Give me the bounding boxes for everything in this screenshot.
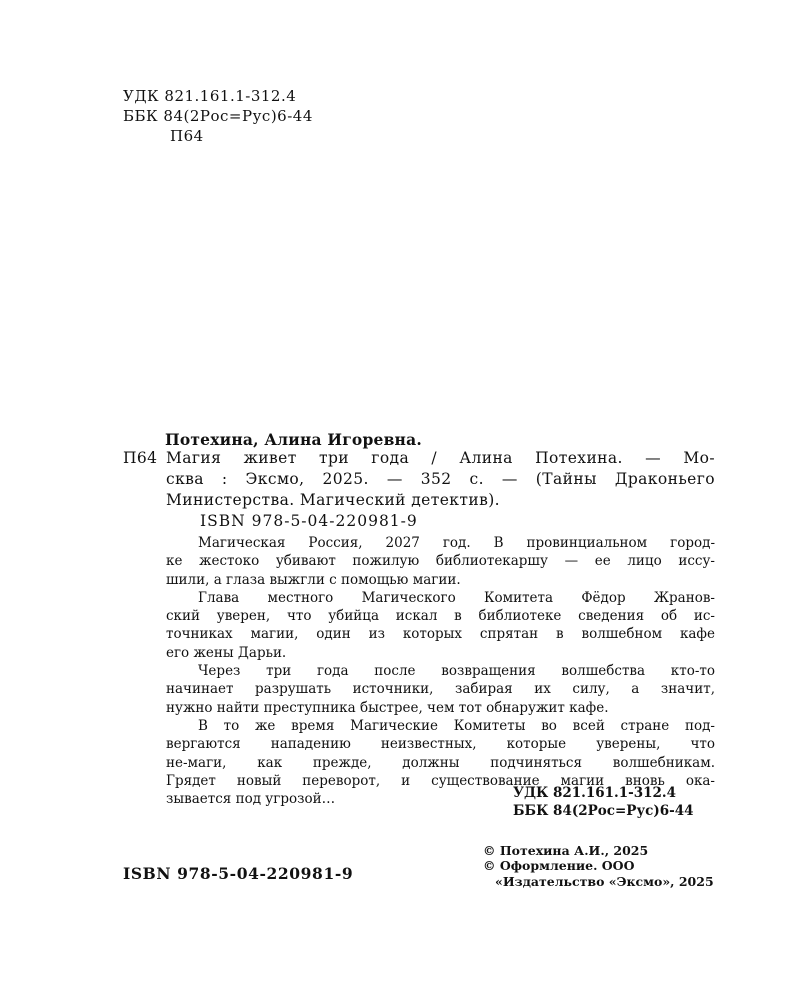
annotation-line: ский уверен, что убийца искал в библиотеке сведения об ис- bbox=[166, 608, 715, 625]
classification-block bbox=[123, 86, 313, 146]
annotation-line: шили, а глаза выжгли с помощью магии. bbox=[166, 571, 461, 588]
annotation-line: Глава местного Магического Комитета Фёдор Жранов- bbox=[198, 589, 715, 606]
annotation-line: зывается под угрозой… bbox=[166, 791, 336, 808]
annotation-line: вергаются нападению неизвестных, которые уверены, что bbox=[166, 736, 715, 753]
author-heading: Потехина, Алина Игоревна. bbox=[165, 430, 422, 449]
bbk-code: ББК 84(2Рос=Рус)6-44 bbox=[123, 107, 313, 125]
record-line: Магия живет три года / Алина Потехина. — Мо- bbox=[166, 449, 715, 467]
copyright-block bbox=[483, 843, 714, 889]
bbk-code: ББК 84(2Рос=Рус)6-44 bbox=[513, 803, 694, 820]
udk-code: УДК 821.161.1-312.4 bbox=[123, 87, 297, 105]
isbn-bottom: ISBN 978-5-04-220981-9 bbox=[123, 864, 354, 883]
annotation-line: точниках магии, один из которых спрятан в волшебном кафе bbox=[166, 626, 715, 643]
author-mark: П64 bbox=[170, 127, 204, 145]
annotation-line: Грядет новый переворот, и существование магии вновь ока- bbox=[166, 772, 715, 789]
annotation-line: не-маги, как прежде, должны подчиняться волшебникам. bbox=[166, 754, 715, 771]
annotation-line: В то же время Магические Комитеты во всей стране под- bbox=[198, 717, 715, 734]
annotation bbox=[166, 534, 715, 808]
annotation-line: его жены Дарьи. bbox=[166, 644, 287, 661]
copyright-design: © Оформление. ООО bbox=[483, 858, 635, 874]
record-line: Министерства. Магический детектив). bbox=[166, 491, 500, 509]
record-line: сква : Эксмо, 2025. — 352 с. — (Тайны Драконьего bbox=[166, 470, 715, 488]
udk-code: УДК 821.161.1-312.4 bbox=[513, 785, 676, 801]
record-author-mark: П64 bbox=[123, 449, 158, 467]
annotation-line: ке жестоко убивают пожилую библиотекаршу — ее лицо иссу- bbox=[166, 553, 715, 570]
annotation-line: Магическая Россия, 2027 год. В провинциальном город- bbox=[198, 535, 715, 551]
isbn-record: ISBN 978-5-04-220981-9 bbox=[200, 512, 418, 530]
annotation-line: начинает разрушать источники, забирая их силу, а значит, bbox=[166, 681, 715, 698]
copyright-publisher: «Издательство «Эксмо», 2025 bbox=[495, 873, 714, 889]
bibliographic-record bbox=[123, 448, 715, 511]
classification-block-right bbox=[513, 784, 694, 821]
annotation-line: нужно найти преступника быстрее, чем тот обнаружит кафе. bbox=[166, 699, 609, 716]
copyright-author: © Потехина А.И., 2025 bbox=[483, 843, 649, 858]
annotation-line: Через три года после возвращения волшебства кто-то bbox=[198, 663, 715, 680]
